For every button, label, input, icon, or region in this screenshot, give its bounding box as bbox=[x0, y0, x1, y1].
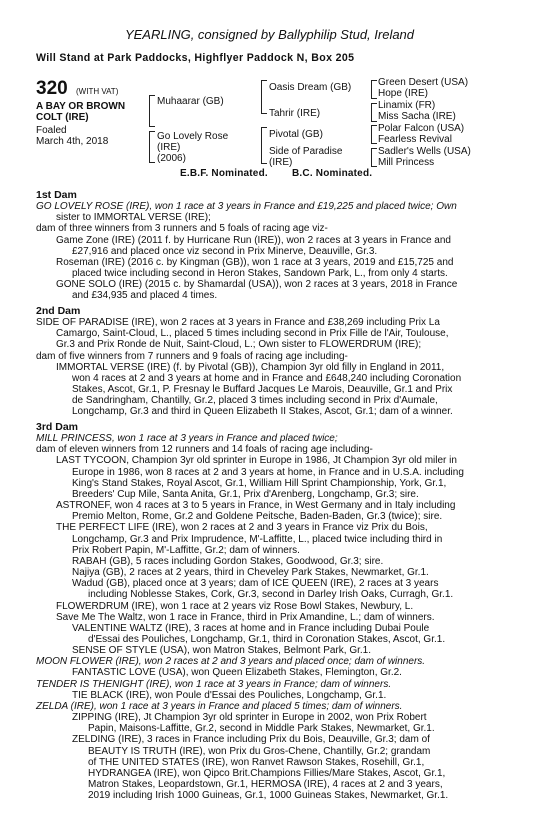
progeny-line: FANTASTIC LOVE (USA), won Queen Elizabeth Stakes, Flemington, Gr.2. bbox=[72, 667, 402, 679]
progeny-line: BEAUTY IS TRUTH (IRE), won Prix du Gros-Chene, Chantilly, Gr.2; grandam bbox=[88, 745, 431, 757]
progeny-line: won 4 races at 2 and 3 years at home and in France and £648,240 including Coronation bbox=[72, 372, 462, 384]
progeny-line: ZIPPING (IRE), Jt Champion 3yr old sprinter in Europe in 2002, won Prix Robert bbox=[72, 712, 427, 724]
pedigree-dam-dam-line: (IRE) bbox=[269, 157, 293, 169]
progeny-line: THE PERFECT LIFE (IRE), won 2 races at 2 and 3 years in France viz Prix du Bois, bbox=[56, 522, 428, 534]
dam-line: dam of eleven winners from 12 runners and 14 foals of racing age including- bbox=[36, 444, 373, 456]
pedigree-gg: Mill Princess bbox=[378, 157, 435, 168]
progeny-line: Longchamp, Gr.3 and Prix Imprudence, M'-Laffitte, L., placed twice including third in bbox=[72, 533, 443, 545]
progeny-line: Papin, Maisons-Laffitte, Gr.2, second in Middle Park Stakes, Newmarket, Gr.1. bbox=[88, 723, 435, 735]
progeny-line: SENSE OF STYLE (USA), won Matron Stakes, Belmont Park, Gr.1. bbox=[72, 645, 371, 657]
bc-nomination: B.C. Nominated. bbox=[292, 168, 373, 179]
progeny-line: Najiya (GB), 2 races at 2 years, third in Cheveley Park Stakes, Newmarket, Gr.1. bbox=[72, 567, 429, 579]
lot-vat-note: (WITH VAT) bbox=[76, 87, 119, 96]
pedigree-gg: Miss Sacha (IRE) bbox=[378, 111, 456, 122]
stand-location: Will Stand at Park Paddocks, Highflyer Paddock N, Box 205 bbox=[36, 52, 355, 64]
pedigree-sire-sire: Oasis Dream (GB) bbox=[269, 82, 352, 93]
foaled-date: March 4th, 2018 bbox=[36, 136, 109, 148]
dam-line: MOON FLOWER (IRE), won 2 races at 2 and 3 years and placed once; dam of winners. bbox=[36, 656, 426, 668]
dam-line: Camargo, Saint-Cloud, L., placed 5 times including second in Prix Fille de l'Air, Toulouse, bbox=[56, 328, 449, 340]
horse-desc-line: COLT (IRE) bbox=[36, 112, 89, 124]
pedigree-dam-dam-line: Side of Paradise bbox=[269, 146, 343, 157]
progeny-line: de Sandringham, Chantilly, Gr.2, placed 3 times including second in Prix d'Aumale, bbox=[72, 395, 438, 407]
progeny-line: 2019 including Irish 1000 Guineas, Gr.1, 1000 Guineas Stakes, Newmarket, Gr.1. bbox=[88, 790, 449, 802]
progeny-line: Game Zone (IRE) (2011 f. by Hurricane Run (IRE)), won 2 races at 3 years in France and bbox=[56, 234, 451, 246]
pedigree-brace bbox=[261, 127, 267, 164]
dam-line: GO LOVELY ROSE (IRE), won 1 race at 3 years in France and £19,225 and placed twice; Own bbox=[36, 201, 457, 213]
progeny-line: of THE UNITED STATES (IRE), won Ranvet Rawson Stakes, Rosehill, Gr.1, bbox=[88, 756, 425, 768]
progeny-line: RABAH (GB), 5 races including Gordon Stakes, Goodwood, Gr.3; sire. bbox=[72, 555, 384, 567]
progeny-line: ZELDING (IRE), 3 races in France including Prix du Bois, Deauville, Gr.3; dam of bbox=[72, 734, 430, 746]
progeny-line: HYDRANGEA (IRE), won Qipco Brit.Champions Fillies/Mare Stakes, Ascot, Gr.1, bbox=[88, 767, 446, 779]
dam-line: Gr.3 and Prix Ronde de Nuit, Saint-Cloud, L.; Own sister to FLOWERDRUM (IRE); bbox=[56, 339, 422, 351]
pedigree-gg: Green Desert (USA) bbox=[378, 77, 469, 88]
progeny-line: Breeders' Cup Mile, Santa Anita, Gr.1, Prix d'Arenberg, Longchamp, Gr.3; sire. bbox=[72, 488, 419, 500]
pedigree-brace bbox=[149, 131, 155, 163]
progeny-line: d'Essai des Pouliches, Longchamp, Gr.1, third in Coronation Stakes, Ascot, Gr.1. bbox=[88, 633, 446, 645]
progeny-line: LAST TYCOON, Champion 3yr old sprinter in Europe in 1986, Jt Champion 3yr old miler in bbox=[56, 455, 457, 467]
progeny-line: and £34,935 and placed 4 times. bbox=[72, 290, 218, 302]
pedigree-gg: Hope (IRE) bbox=[378, 88, 429, 99]
dam-line: TENDER IS THENIGHT (IRE), won 1 race at 3 years in France; dam of winners. bbox=[36, 678, 392, 690]
pedigree-sire-dam: Tahrir (IRE) bbox=[269, 108, 321, 119]
progeny-line: Wadud (GB), placed once at 3 years; dam of ICE QUEEN (IRE), 2 races at 3 years bbox=[72, 578, 439, 590]
progeny-line: £27,916 and placed once viz second in Prix Minerve, Deauville, Gr.3. bbox=[72, 245, 378, 257]
dam-line: sister to IMMORTAL VERSE (IRE); bbox=[56, 212, 211, 224]
dam-line: dam of five winners from 7 runners and 9 foals of racing age including- bbox=[36, 350, 348, 362]
pedigree-gg: Sadler's Wells (USA) bbox=[378, 146, 471, 157]
progeny-line: Longchamp, Gr.3 and third in Queen Elizabeth II Stakes, Ascot, Gr.1; dam of a winner. bbox=[72, 406, 453, 418]
pedigree-dam bbox=[157, 131, 228, 165]
progeny-line: Stakes, Ascot, Gr.1, P. Fresnay le Buffard Jacques Le Marois, Deauville, Gr.1 and Prix bbox=[72, 384, 453, 396]
progeny-line: including Noblesse Stakes, Cork, Gr.3, second in Darley Irish Oaks, Curragh, Gr.1. bbox=[88, 589, 454, 601]
pedigree-dam-sire: Pivotal (GB) bbox=[269, 129, 323, 140]
progeny-line: ASTRONEF, won 4 races at 3 to 5 years in France, in West Germany and in Italy including bbox=[56, 500, 456, 512]
horse-description bbox=[36, 101, 125, 124]
pedigree-brace bbox=[371, 125, 377, 144]
progeny-line: Europe in 1986, won 8 races at 2 and 3 years at home, in France and in U.S.A. including bbox=[72, 466, 464, 478]
pedigree-brace bbox=[371, 148, 377, 167]
section-heading: 2nd Dam bbox=[36, 305, 81, 317]
dam-line: SIDE OF PARADISE (IRE), won 2 races at 3 years in France and £38,269 including Prix La bbox=[36, 317, 440, 329]
pedigree-dam-line: Go Lovely Rose bbox=[157, 131, 229, 142]
foaled-info bbox=[36, 125, 108, 148]
pedigree-gg: Fearless Revival bbox=[378, 134, 452, 145]
page-title: YEARLING, consigned by Ballyphilip Stud, Ireland bbox=[124, 27, 415, 42]
progeny-line: Matron Stakes, Leopardstown, Gr.1, HERMOSA (IRE), 4 races at 2 and 3 years, bbox=[88, 779, 443, 790]
dam-line: dam of three winners from 3 runners and 5 foals of racing age viz- bbox=[36, 223, 328, 235]
progeny-line: Save Me The Waltz, won 1 race in France, third in Prix Amandine, L.; dam of winners. bbox=[56, 611, 435, 623]
pedigree-brace bbox=[149, 95, 155, 127]
progeny-line: GONE SOLO (IRE) (2015 c. by Shamardal (USA)), won 2 races at 3 years, 2018 in France bbox=[56, 279, 458, 291]
progeny-line: King's Stand Stakes, Royal Ascot, Gr.1, William Hill Sprint Championship, York, Gr.1, bbox=[72, 477, 447, 489]
dam-line: ZELDA (IRE), won 1 race at 3 years in France and placed 5 times; dam of winners. bbox=[36, 700, 403, 712]
pedigree-gg: Linamix (FR) bbox=[378, 100, 436, 111]
pedigree-dam-line: (2006) bbox=[157, 153, 186, 165]
first-dam-section bbox=[36, 190, 506, 302]
section-heading: 1st Dam bbox=[36, 189, 77, 201]
progeny-line: FLOWERDRUM (IRE), won 1 race at 2 years viz Rose Bowl Stakes, Newbury, L. bbox=[56, 600, 414, 612]
second-dam-section bbox=[36, 306, 506, 418]
dam-line: MILL PRINCESS, won 1 race at 3 years in France and placed twice; bbox=[36, 433, 338, 445]
third-dam-section bbox=[36, 422, 506, 801]
pedigree-brace bbox=[371, 103, 377, 122]
section-heading: 3rd Dam bbox=[36, 421, 79, 433]
progeny-line: TIE BLACK (IRE), won Poule d'Essai des Pouliches, Longchamp, Gr.1. bbox=[72, 689, 387, 701]
foaled-label: Foaled bbox=[36, 125, 67, 136]
progeny-line: Roseman (IRE) (2016 c. by Kingman (GB)), won 1 race at 3 years, 2019 and £15,725 and bbox=[56, 256, 454, 268]
pedigree-dam-line: (IRE) bbox=[157, 142, 181, 154]
progeny-line: IMMORTAL VERSE (IRE) (f. by Pivotal (GB)), Champion 3yr old filly in England in 2011, bbox=[56, 361, 445, 373]
progeny-line: Prix Robert Papin, M'-Laffitte, Gr.2; dam of winners. bbox=[72, 544, 300, 556]
progeny-line: VALENTINE WALTZ (IRE), 3 races at home and in France including Dubai Poule bbox=[72, 622, 430, 634]
pedigree-sire: Muhaarar (GB) bbox=[157, 96, 224, 107]
lot-number: 320 bbox=[36, 78, 68, 99]
pedigree-brace bbox=[371, 80, 377, 99]
pedigree-brace bbox=[261, 80, 267, 114]
progeny-line: placed twice including second in Heron Stakes, Sandown Park, L., from only 4 starts. bbox=[72, 268, 448, 280]
pedigree-dam-dam bbox=[269, 146, 342, 168]
progeny-line: Premio Melton, Rome, Gr.2 and Goldene Peitsche, Baden-Baden, Gr.3 (twice); sire. bbox=[72, 511, 443, 523]
ebf-nomination: E.B.F. Nominated. bbox=[180, 168, 268, 179]
pedigree-gg: Polar Falcon (USA) bbox=[378, 123, 465, 134]
horse-desc-line: A BAY OR BROWN bbox=[36, 101, 126, 112]
